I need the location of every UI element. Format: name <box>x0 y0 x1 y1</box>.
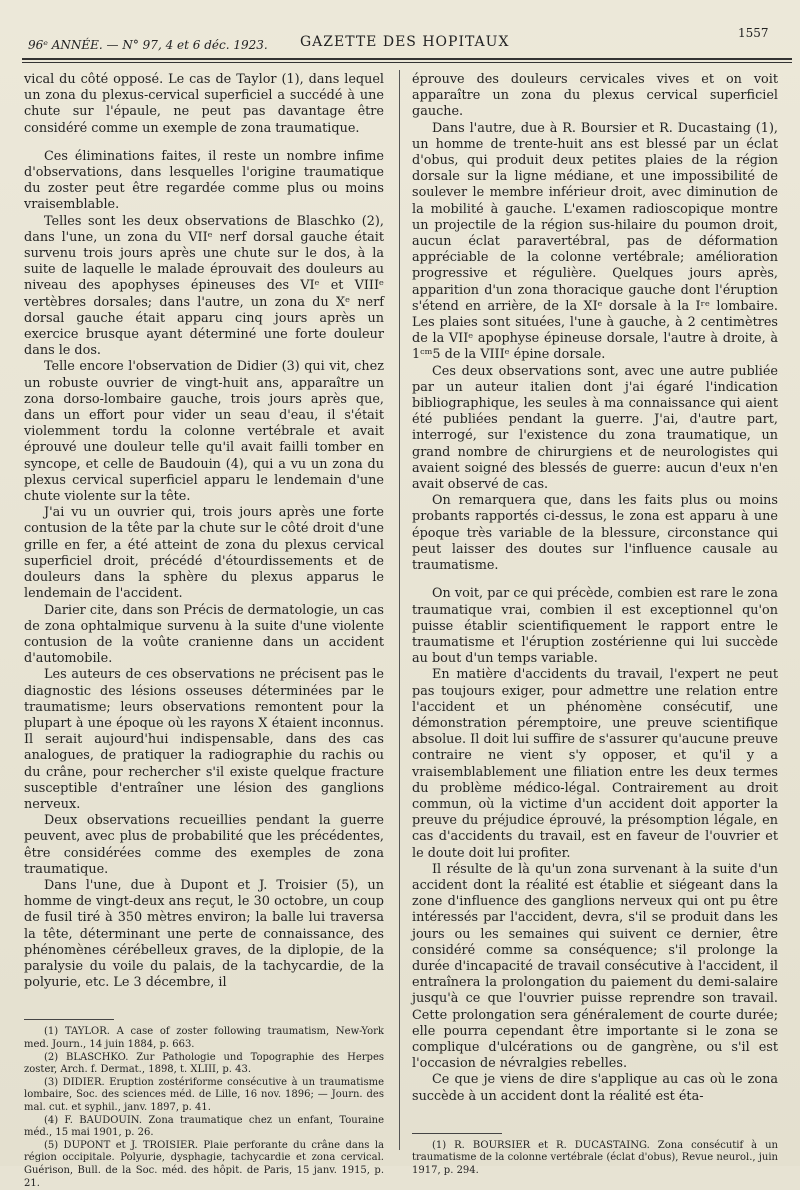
paragraph: Dans l'une, due à Dupont et J. Troisier (5), un homme de vingt-deux ans reçut, le 30 octobre, un coup de fusil tiré à 350 mètres environ; la balle lui traversa la tête, déterminant une perte de connaissance, des phénomènes cérébelleux graves, de la diplopie, de la paralysie du voile du palais, de la tachycardie, de la polyurie, etc. Le 3 décembre, il <box>24 877 384 991</box>
footnote: (3) DIDIER. Eruption zostériforme consécutive à un traumatisme lombaire, Soc. des sciences méd. de Lille, 16 nov. 1896; — Journ. des mal. cut. et syphil., janv. 1897, p. 41. <box>24 1076 384 1113</box>
paragraph: J'ai vu un ouvrier qui, trois jours après une forte contusion de la tête par la chute sur le côté droit d'une grille en fer, a été atteint de zona du plexus cervical superficiel droit, précédé d'étourdissements et de douleurs dans la sphère du plexus apparus le lendemain de l'accident. <box>24 505 384 602</box>
left-column <box>24 72 384 1190</box>
paragraph: vical du côté opposé. Le cas de Taylor (1), dans lequel un zona du plexus-cervical superficiel a succédé à une chute sur l'épaule, ne peut pas davantage être considéré comme un exemple de zona traumatique. <box>24 72 384 136</box>
footnote-rule <box>24 1019 114 1020</box>
page-number: 1557 <box>738 26 769 40</box>
footnote: (1) TAYLOR. A case of zoster following traumatism, New-York med. Journ., 14 juin 1884, p. 663. <box>24 1026 384 1050</box>
issue-line: 96ᵉ ANNÉE. — N° 97, 4 et 6 déc. 1923. <box>28 38 268 52</box>
paragraph: Telle encore l'observation de Didier (3) qui vit, chez un robuste ouvrier de vingt-huit ans, apparaître un zona dorso-lombaire gauche, trois jours après que, dans un effort pour vider un seau d'eau, il s'était violemment tordu la colonne vertébrale et avait éprouvé une douleur telle qu'il avait failli tomber en syncope, et celle de Baudouin (4), qui a vu un zona du plexus cervical superficiel apparu le lendemain d'une chute violente sur la tête. <box>24 359 384 505</box>
paragraph: Ces deux observations sont, avec une autre publiée par un auteur italien dont j'ai égaré l'indication bibliographique, les seules à ma connaissance qui aient été publiées pendant la guerre. J'ai, d'autre part, interrogé, sur l'existence du zona traumatique, un grand nombre de chirurgiens et de neurologistes qui avaient soigné des blessés de guerre: aucun d'eux n'en avait observé de cas. <box>412 363 778 493</box>
footnote: (4) F. BAUDOUIN. Zona traumatique chez un enfant, Touraine méd., 15 mai 1901, p. 26. <box>24 1114 384 1139</box>
paragraph: Ces éliminations faites, il reste un nombre infime d'observations, dans lesquelles l'origine traumatique du zoster peut être regardée comme plus ou moins vraisemblable. <box>24 148 384 213</box>
paragraph: En matière d'accidents du travail, l'expert ne peut pas toujours exiger, pour admettre une relation entre l'accident et un phénomène consécutif, une démonstration péremptoire, une preuve scientifique absolue. Il doit lui suffire de s'assurer qu'aucune preuve contraire ne vient s'y opposer, et qu'il y a vraisemblablement une filiation entre les deux termes du problème médico-légal. Contrairement au droit commun, où la victime d'un accident doit apporter la preuve du préjudice éprouvé, la présomption légale, en cas d'accidents du travail, est en faveur de l'ouvrier et le doute doit lui profiter. <box>412 667 778 861</box>
paragraph: Darier cite, dans son Précis de dermatologie, un cas de zona ophtalmique survenu à la suite d'une violente contusion de la voûte cranienne dans un accident d'automobile. <box>24 602 384 667</box>
footnote: (5) DUPONT et J. TROISIER. Plaie perforante du crâne dans la région occipitale. Polyurie, dysphagie, tachycardie et zona cervical. Guérison, Bull. de la Soc. méd. des hôpit. de Paris, 15 janv. 1915, p. 21. <box>24 1139 384 1189</box>
paragraph: Deux observations recueillies pendant la guerre peuvent, avec plus de probabilité que les précédentes, être considérées comme des exemples de zona traumatique. <box>24 813 384 877</box>
paragraph: Ce que je viens de dire s'applique au cas où le zona succède à un accident dont la réalité est éta- <box>412 1072 778 1104</box>
footnote-rule <box>412 1133 502 1134</box>
paragraph: Les auteurs de ces observations ne précisent pas le diagnostic des lésions osseuses déterminées par le traumatisme; leurs observations remontent pour la plupart à une époque où les rayons X étaient inconnus. Il serait aujourd'hui indispensable, dans des cas analogues, de pratiquer la radiographie du rachis ou du crâne, pour rechercher s'il existe quelque fracture susceptible d'entraîner une lésion des ganglions nerveux. <box>24 667 384 812</box>
header-rule <box>22 58 792 60</box>
paragraph: On remarquera que, dans les faits plus ou moins probants rapportés ci-dessus, le zona est apparu à une époque très variable de la blessure, circonstance qui peut laisser des doutes sur l'influence causale au traumatisme. <box>412 493 778 574</box>
paragraph: Dans l'autre, due à R. Boursier et R. Ducastaing (1), un homme de trente-huit ans est blessé par un éclat d'obus, qui produit deux petites plaies de la région dorsale sur la ligne médiane, et une impossibilité de soulever le membre inférieur droit, avec diminution de la mobilité à gauche. L'examen radioscopique montre un projectile de la région sus-hilaire du poumon droit, aucun éclat paravertébral, pas de déformation appréciable de la colonne vertébrale; amélioration progressive et régulière. Quelques jours après, apparition d'un zona thoracique gauche dont l'éruption s'étend en arrière, de la XIᵉ dorsale à la Iʳᵉ lombaire. Les plaies sont situées, l'une à gauche, à 2 centimètres de la VIIᵉ apophyse épineuse dorsale, l'autre à droite, à 1ᶜᵐ5 de la VIIIᵉ épine dorsale. <box>412 120 778 363</box>
paragraph: On voit, par ce qui précède, combien est rare le zona traumatique vrai, combien il est exceptionnel qu'on puisse établir scientifiquement le rapport entre le traumatisme et l'éruption zostérienne qui lui succède au bout d'un temps variable. <box>412 586 778 667</box>
header-rule-thin <box>22 62 792 63</box>
paragraph: Il résulte de là qu'un zona survenant à la suite d'un accident dont la réalité est établie et siégeant dans la zone d'influence des ganglions nerveux qui ont pu être intéressés par l'accident, devra, s'il se produit dans les jours ou les semaines qui suivent ce dernier, être considéré comme sa conséquence; s'il prolonge la durée d'incapacité de travail consécutive à l'accident, il entraînera la prolongation du paiement du demi-salaire jusqu'à ce que l'ouvrier puisse reprendre son travail. Cette prolongation sera généralement de courte durée; elle pourra cependant être importante si le zona se complique d'ulcérations ou de gangrène, ou s'il est l'occasion de névralgies rebelles. <box>412 861 778 1072</box>
right-column <box>412 72 778 1178</box>
journal-title: GAZETTE DES HOPITAUX <box>300 34 510 50</box>
column-separator <box>399 70 400 1150</box>
footnote: (1) R. BOURSIER et R. DUCASTAING. Zona consécutif à un traumatisme de la colonne vertébrale (éclat d'obus), Revue neurol., juin 1917, p. 294. <box>412 1139 778 1176</box>
paragraph: Telles sont les deux observations de Blaschko (2), dans l'une, un zona du VIIᵉ nerf dorsal gauche était survenu trois jours après une chute sur le dos, à la suite de laquelle le malade éprouvait des douleurs au niveau des apophyses épineuses des VIᵉ et VIIIᵉ vertèbres dorsales; dans l'autre, un zona du Xᵉ nerf dorsal gauche était apparu cinq jours après un exercice brusque ayant déterminé une forte douleur dans le dos. <box>24 213 384 359</box>
paragraph: éprouve des douleurs cervicales vives et on voit apparaître un zona du plexus cervical superficiel gauche. <box>412 72 778 120</box>
footnote: (2) BLASCHKO. Zur Pathologie und Topographie des Herpes zoster, Arch. f. Dermat., 1898, t. XLIII, p. 43. <box>24 1051 384 1076</box>
